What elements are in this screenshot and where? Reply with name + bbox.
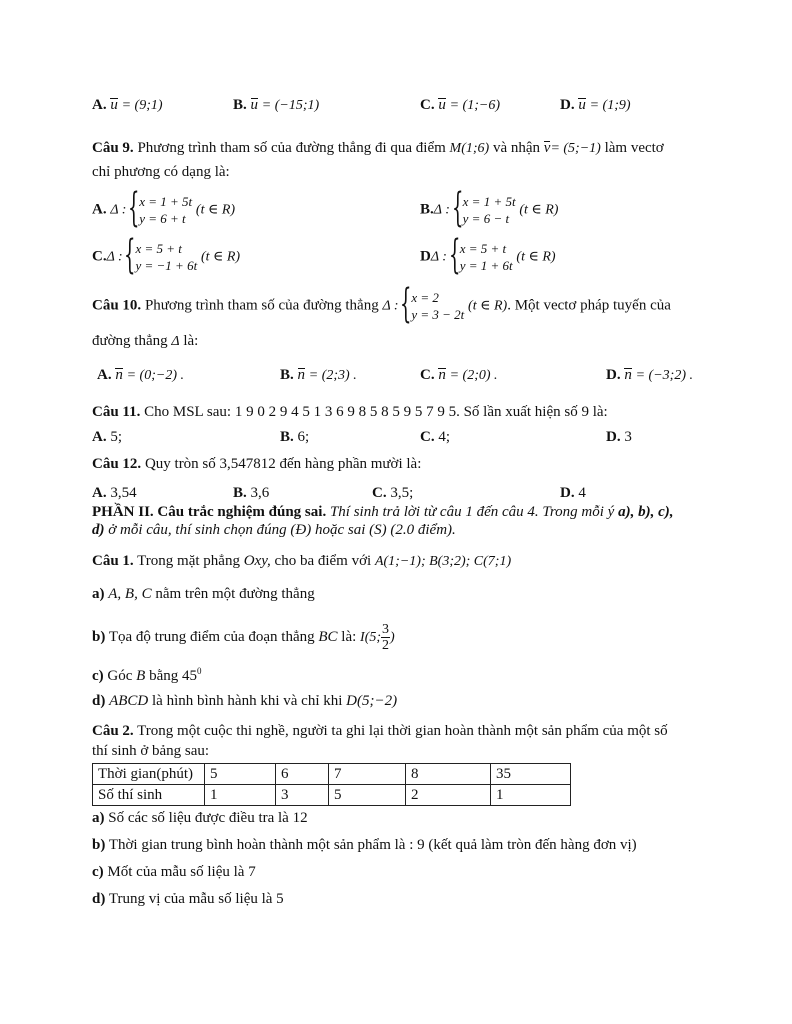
q10-option-d: D. n = (−3;2) . (606, 367, 693, 383)
vector-u: u (110, 97, 118, 113)
part2-instructions: d) ở mỗi câu, thí sinh chọn đúng (Đ) hoặc sai (S) (2.0 điểm). (92, 522, 456, 538)
q10-option-b: B. n = (2;3) . (280, 367, 357, 383)
q9-stem: Câu 9. Phương trình tham số của đường thẳng đi qua điểm M(1;6) và nhận v= (5;−1) làm vectơ (92, 140, 664, 156)
equation-system: { x = 1 + 5t y = 6 − t (454, 193, 516, 227)
q9-option-b: B.Δ : { x = 1 + 5t y = 6 − t (t ∈ R) (420, 193, 558, 227)
q11-option-d: D. 3 (606, 429, 632, 445)
table-cell: 3 (276, 785, 329, 806)
c1-stem: Câu 1. Trong mặt phẳng Oxy, cho ba điểm với A(1;−1); B(3;2); C(7;1) (92, 553, 512, 569)
table-cell: 8 (406, 764, 491, 785)
c1-item-d: d) ABCD là hình bình hành khi và chỉ khi D(5;−2) (92, 693, 398, 709)
q8-option-b: B. u = (−15;1) (233, 97, 320, 113)
q8-option-a: A. u = (9;1) (92, 97, 163, 113)
q9-option-c: C.Δ : { x = 5 + t y = −1 + 6t (t ∈ R) (92, 240, 240, 274)
c1-item-b: b) Tọa độ trung điểm của đoạn thẳng BC là: I(5; $\frac{3}{2}$ ) (92, 622, 395, 653)
table-cell: 6 (276, 764, 329, 785)
c1-item-c: c) Góc B bằng $45^0$ (92, 666, 202, 684)
q10-stem: Câu 10. Phương trình tham số của đường thẳng Δ : { x = 2 y = 3 − 2t (t ∈ R). Một vectơ pháp tuyến của (92, 289, 671, 323)
q11-stem: Câu 11. Cho MSL sau: 1 9 0 2 9 4 5 1 3 6 9 8 5 8 5 9 5 7 9 5. Số lần xuất hiện số 9 là: (92, 404, 608, 420)
table-cell: 1 (491, 785, 571, 806)
q12-option-d: D. 4 (560, 485, 586, 501)
c2-item-a: a) Số các số liệu được điều tra là 12 (92, 810, 308, 826)
data-table (92, 763, 571, 806)
c2-stem-cont: thí sinh ở bảng sau: (92, 743, 210, 759)
q8-option-c: C. u = (1;−6) (420, 97, 500, 113)
vector-u: u (578, 97, 586, 113)
vector-n: n (115, 367, 123, 383)
table-row (93, 764, 571, 785)
q10-stem-cont: đường thẳng Δ là: (92, 333, 199, 349)
equation-system: { x = 5 + t y = 1 + 6t (451, 240, 513, 274)
vector-v: v (543, 140, 551, 156)
q10-option-c: C. n = (2;0) . (420, 367, 498, 383)
table-cell: Thời gian(phút) (93, 764, 205, 785)
q12-option-c: C. 3,5; (372, 485, 414, 501)
c2-item-d: d) Trung vị của mẫu số liệu là 5 (92, 891, 284, 907)
c2-item-c: c) Mốt của mẫu số liệu là 7 (92, 864, 256, 880)
c2-stem: Câu 2. Trong một cuộc thi nghề, người ta ghi lại thời gian hoàn thành một sản phẩm của một số (92, 723, 668, 739)
q9-stem-cont: chỉ phương có dạng là: (92, 164, 230, 180)
part2-heading: PHẦN II. Câu trắc nghiệm đúng sai. Thí sinh trả lời từ câu 1 đến câu 4. Trong mỗi ý a), b), c), (92, 504, 674, 520)
q11-option-b: B. 6; (280, 429, 310, 445)
c1-item-a: a) A, B, C nằm trên một đường thẳng (92, 586, 315, 602)
q12-option-b: B. 3,6 (233, 485, 270, 501)
vector-n: n (624, 367, 632, 383)
q11-option-c: C. 4; (420, 429, 451, 445)
table-cell: 1 (205, 785, 276, 806)
c2-item-b: b) Thời gian trung bình hoàn thành một sản phẩm là : 9 (kết quả làm tròn đến hàng đơn vị) (92, 837, 637, 853)
vector-n: n (297, 367, 306, 383)
vector-n: n (438, 367, 446, 383)
table-cell: 5 (205, 764, 276, 785)
fraction: $\frac{3}{2}$ (382, 622, 390, 653)
table-cell: 5 (329, 785, 406, 806)
vector-u: u (438, 97, 446, 113)
table-cell: Số thí sinh (93, 785, 205, 806)
table-cell: 7 (329, 764, 406, 785)
vector-u: u (250, 97, 259, 113)
q10-option-a: A. n = (0;−2) . (97, 367, 184, 383)
table-cell: 35 (491, 764, 571, 785)
equation-system: { x = 2 y = 3 − 2t (402, 289, 464, 323)
equation-system: { x = 5 + t y = −1 + 6t (126, 240, 197, 274)
equation-system: { x = 1 + 5t y = 6 + t (130, 193, 192, 227)
q9-option-d: DΔ : { x = 5 + t y = 1 + 6t (t ∈ R) (420, 240, 556, 274)
q12-stem: Câu 12. Quy tròn số 3,547812 đến hàng phần mười là: (92, 456, 422, 472)
q8-option-d: D. u = (1;9) (560, 97, 631, 113)
q9-option-a: A. Δ : { x = 1 + 5t y = 6 + t (t ∈ R) (92, 193, 235, 227)
table-row (93, 785, 571, 806)
q12-option-a: A. 3,54 (92, 485, 137, 501)
table-cell: 2 (406, 785, 491, 806)
q11-option-a: A. 5; (92, 429, 123, 445)
